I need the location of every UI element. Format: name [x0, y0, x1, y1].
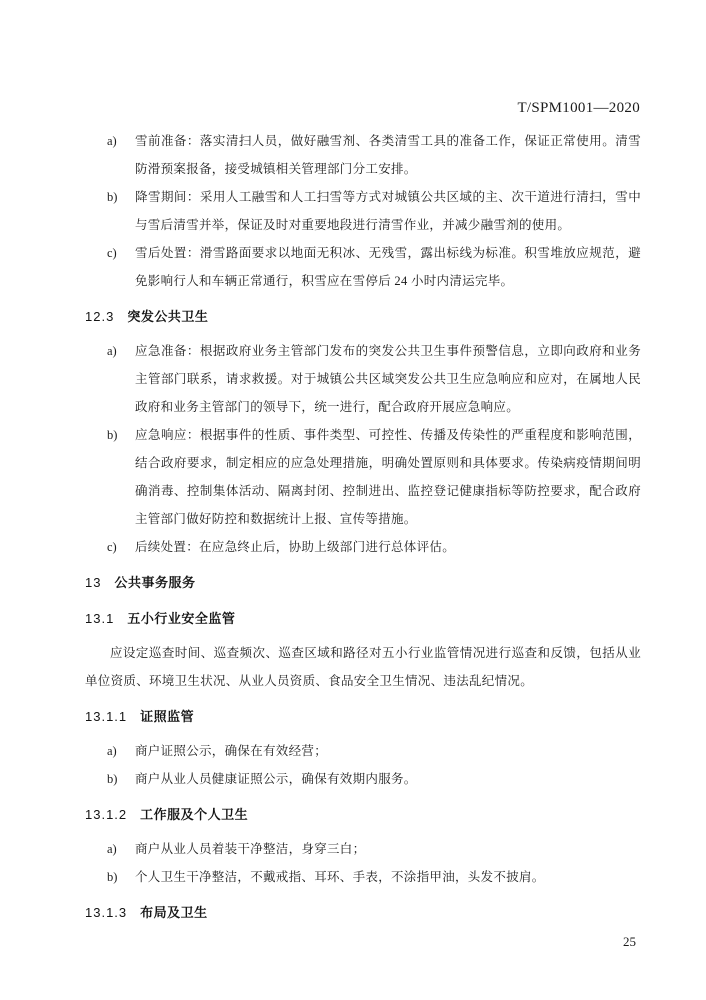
list-item — [85, 421, 641, 533]
list-marker: c) — [107, 246, 117, 260]
section-heading — [85, 899, 641, 927]
section-heading — [85, 605, 641, 633]
list-marker: a) — [107, 344, 117, 358]
section-title: 证照监管 — [140, 709, 195, 724]
section-heading — [85, 703, 641, 731]
list-item — [85, 863, 641, 891]
section-number: 13.1.2 — [85, 807, 128, 822]
list-item — [85, 737, 641, 765]
list-item-text: 雪后处置：滑雪路面要求以地面无积冰、无残雪，露出标线为标准。积雪堆放应规范，避免影响行人和车辆正常通行，积雪应在雪停后 24 小时内清运完毕。 — [135, 246, 641, 288]
list-item-text: 后续处置：在应急终止后，协助上级部门进行总体评估。 — [135, 540, 456, 554]
list-marker: b) — [107, 772, 118, 786]
list-marker: b) — [107, 190, 118, 204]
list-item — [85, 183, 641, 239]
list-marker: c) — [107, 540, 117, 554]
list-item — [85, 337, 641, 421]
list-item-text: 降雪期间：采用人工融雪和人工扫雪等方式对城镇公共区域的主、次干道进行清扫，雪中与雪后清雪并举，保证及时对重要地段进行清雪作业，并减少融雪剂的使用。 — [135, 190, 641, 232]
list-item — [85, 127, 641, 183]
list-item-text: 应急响应：根据事件的性质、事件类型、可控性、传播及传染性的严重程度和影响范围，结合政府要求，制定相应的应急处理措施，明确处置原则和具体要求。传染病疫情期间明确消毒、控制集体活动、隔离封闭、控制进出、监控登记健康指标等防控要求，配合政府主管部门做好防控和数据统计上报、宣传等措施。 — [135, 428, 641, 526]
list-item — [85, 765, 641, 793]
list-item — [85, 835, 641, 863]
list-marker: b) — [107, 870, 118, 884]
page-number: 25 — [623, 934, 636, 949]
body-paragraph: 应设定巡查时间、巡查频次、巡查区域和路径对五小行业监管情况进行巡查和反馈，包括从业单位资质、环境卫生状况、从业人员资质、食品安全卫生情况、违法乱纪情况。 — [85, 646, 641, 688]
section-number: 13.1 — [85, 611, 115, 626]
list-marker: a) — [107, 744, 117, 758]
list-item-text: 商户证照公示，确保在有效经营； — [135, 744, 328, 758]
section-heading — [85, 569, 641, 597]
section-title: 五小行业安全监管 — [127, 611, 236, 626]
list-marker: b) — [107, 428, 118, 442]
list-item-text: 个人卫生干净整洁，不戴戒指、耳环、手表，不涂指甲油，头发不披肩。 — [135, 870, 545, 884]
list-marker: a) — [107, 134, 117, 148]
section-number: 12.3 — [85, 309, 115, 324]
list-marker: a) — [107, 842, 117, 856]
list-item-text: 雪前准备：落实清扫人员，做好融雪剂、各类清雪工具的准备工作，保证正常使用。清雪防滑预案报备，接受城镇相关管理部门分工安排。 — [135, 134, 641, 176]
list-item-text: 商户从业人员着装干净整洁，身穿三白； — [135, 842, 366, 856]
section-heading — [85, 303, 641, 331]
content-area — [85, 127, 641, 933]
section-heading — [85, 801, 641, 829]
section-title: 公共事务服务 — [114, 575, 196, 590]
section-number: 13.1.3 — [85, 905, 128, 920]
section-number: 13 — [85, 575, 102, 590]
list-item-text: 商户从业人员健康证照公示，确保有效期内服务。 — [135, 772, 417, 786]
section-title: 突发公共卫生 — [127, 309, 209, 324]
section-title: 布局及卫生 — [140, 905, 208, 920]
doc-number: T/SPM1001—2020 — [517, 100, 640, 116]
list-item — [85, 533, 641, 561]
section-number: 13.1.1 — [85, 709, 128, 724]
list-item — [85, 239, 641, 295]
section-title: 工作服及个人卫生 — [140, 807, 249, 822]
list-item-text: 应急准备：根据政府业务主管部门发布的突发公共卫生事件预警信息，立即向政府和业务主管部门联系，请求救援。对于城镇公共区域突发公共卫生应急响应和应对，在属地人民政府和业务主管部门的领导下，统一进行，配合政府开展应急响应。 — [135, 344, 641, 414]
